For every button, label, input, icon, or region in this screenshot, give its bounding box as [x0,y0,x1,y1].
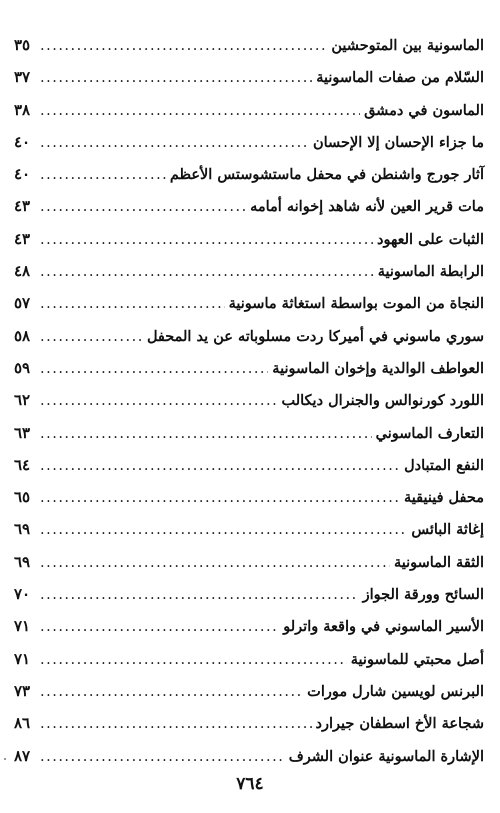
toc-entry-page: ٥٨ [14,326,31,345]
toc-entry-title: السّلام من صفات الماسونية [316,69,484,87]
toc-entry [14,643,484,675]
toc-entry [14,352,484,384]
toc-entry-page: ٤٣ [14,197,31,216]
toc-leader-dots [40,741,285,773]
toc-entry-title: محفل فينيقية [403,489,484,507]
toc-entry-title: سوري ماسوني في أميركا ردت مسلوباته عن يد المحفل [146,327,484,345]
toc-entry-page: ٣٥ [14,36,31,54]
toc-entry-title: إغاثة البائس [411,521,484,539]
toc-leader-dots [40,547,390,579]
toc-leader-dots [40,321,143,353]
toc-entry-page: ٣٨ [14,100,31,119]
toc-entry [14,61,484,93]
toc-entry-page: ٧٣ [14,681,31,700]
toc-entry [14,417,484,449]
toc-entry-title: العواطف الوالدية وإخوان الماسونية [272,359,484,377]
toc-entry-title: السائح وورقة الجواز [362,586,484,604]
toc-entry-title: شجاعة الأخ اسطفان جيرارد [315,715,484,733]
toc-entry-page: ٤٣ [14,229,31,248]
toc-entry [14,158,484,190]
toc-entry-title: النفع المتبادل [404,456,484,474]
toc-entry-title: أصل محبتي للماسونية [350,650,484,668]
toc-leader-dots [40,127,309,159]
toc-entry [14,610,484,642]
toc-leader-dots [40,676,303,708]
toc-leader-dots [40,30,327,62]
toc-leader-dots [40,385,277,417]
page-number: ٧٦٤ [236,774,264,794]
toc-entry-page: ٧١ [14,617,31,636]
toc-entry [14,675,484,707]
toc-entry [14,29,484,61]
toc-entry [14,707,484,739]
toc-entry-page: ٦٩ [14,520,31,539]
toc-entry-title: الثبات على العهود [377,230,484,248]
toc-entry [14,578,484,610]
toc-leader-dots [40,450,400,482]
toc-leader-dots [40,191,246,223]
toc-entry-title: ما جزاء الإحسان إلا الإحسان [312,133,484,151]
toc-entry-page: ٧١ [14,649,31,668]
toc-entry-title: آثار جورج واشنطن في محفل ماستشوستس الأعظم [169,166,484,184]
toc-entry [14,546,484,578]
toc-entry [14,287,484,319]
toc-leader-dots [40,353,268,385]
toc-entry [14,223,484,255]
toc-entry-title: الثقة الماسونية [393,553,484,571]
toc-entry [14,513,484,545]
toc-leader-dots [40,256,374,288]
toc-leader-dots [40,418,372,450]
toc-entry-title: الإشارة الماسونية عنوان الشرف [288,747,484,765]
toc-entry-title: البرنس لويسين شارل مورات [307,682,484,700]
toc-entry [14,740,484,772]
toc-entry-page: ٤٠ [14,132,31,151]
table-of-contents [14,29,484,772]
toc-entry-page: ٦٤ [14,455,31,474]
toc-entry-page: ٦٥ [14,488,31,507]
toc-entry [14,481,484,513]
toc-entry-page: ٧٠ [14,585,31,604]
toc-leader-dots [40,224,373,256]
toc-leader-dots [40,62,312,94]
toc-entry-page: ٨٦ [14,714,31,733]
toc-entry [14,384,484,416]
toc-leader-dots [40,514,407,546]
toc-entry-page: ٥٩ [14,358,31,377]
toc-entry [14,190,484,222]
toc-leader-dots [40,644,347,676]
toc-entry-title: الأسير الماسوني في واقعة واترلو [283,618,484,636]
toc-entry-title: اللورد كورنوالس والجنرال ديكالب [281,392,484,410]
toc-entry-page: ٥٧ [14,294,31,313]
toc-entry [14,449,484,481]
toc-entry-title: النجاة من الموت بواسطة استغاثة ماسونية [228,295,484,313]
toc-entry-page: ٦٩ [14,552,31,571]
toc-leader-dots [40,95,360,127]
toc-leader-dots [40,579,359,611]
scan-speck [4,758,6,760]
toc-entry-page: ٤٠ [14,165,31,184]
toc-entry [14,320,484,352]
toc-leader-dots [40,708,312,740]
toc-entry [14,94,484,126]
toc-leader-dots [40,482,400,514]
toc-entry-title: مات قرير العين لأنه شاهد إخوانه أمامه [250,198,484,216]
toc-leader-dots [40,288,225,320]
toc-entry-title: الماسون في دمشق [364,101,484,119]
toc-entry-page: ٨٧ [14,746,31,765]
toc-entry-page: ٦٣ [14,423,31,442]
toc-entry-page: ٤٨ [14,262,31,281]
toc-entry [14,126,484,158]
toc-entry-title: الماسونية بين المتوحشين [331,37,484,54]
toc-leader-dots [40,159,166,191]
toc-entry-title: الرابطة الماسونية [377,263,484,281]
toc-leader-dots [40,611,279,643]
toc-entry-title: التعارف الماسوني [375,424,484,442]
toc-entry [14,255,484,287]
toc-entry-page: ٣٧ [14,68,31,87]
toc-entry-page: ٦٢ [14,391,31,410]
